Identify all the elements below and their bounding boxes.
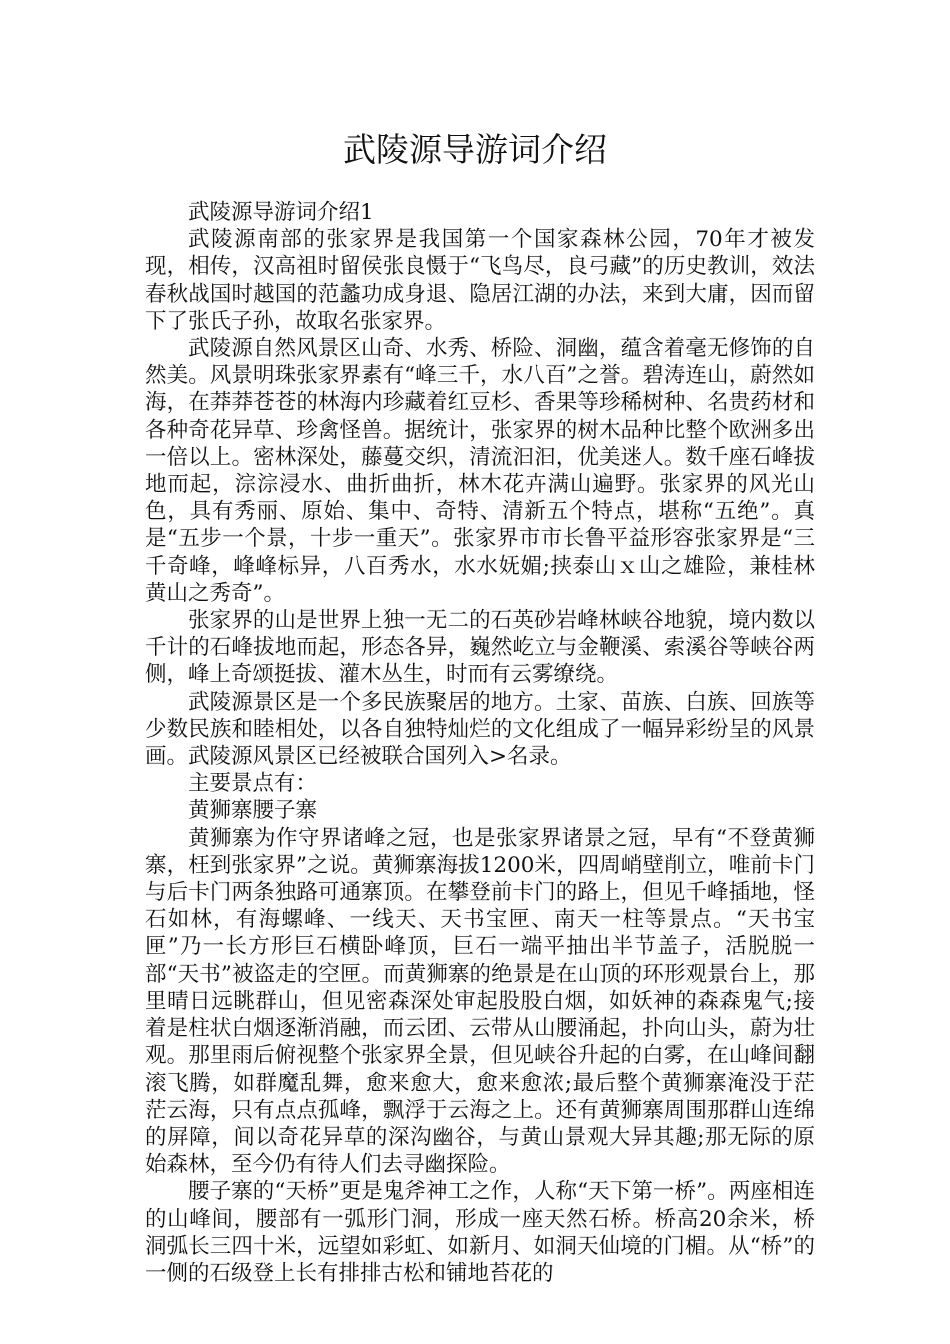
paragraph: 武陵源自然风景区山奇、水秀、桥险、洞幽，蕴含着毫无修饰的自然美。风景明珠张家界素有“峰三千，水八百”之誉。碧涛连山，蔚然如海，在莽莽苍苍的林海内珍藏着红豆杉、香果等珍稀树种、名贵药材和各种奇花异草、珍禽怪兽。据统计，张家界的树木品种比整个欧洲多出一倍以上。密林深处，藤蔓交织，清流汩汩，优美迷人。数千座石峰拔地而起，淙淙浸水、曲折曲折，林木花卉满山遍野。张家界的风光山色，具有秀丽、原始、集中、奇特、清新五个特点，堪称“五绝”。真是“五步一个景，十步一重天”。张家界市市长鲁平益形容张家界是“三千奇峰，峰峰标异，八百秀水，水水妩媚;挟泰山ｘ山之雄险，兼桂林黄山之秀奇”。: [145, 336, 815, 606]
paragraph: 张家界的山是世界上独一无二的石英砂岩峰林峡谷地貌，境内数以千计的石峰拔地而起，形态各异，巍然屹立与金鞭溪、索溪谷等峡谷两侧，峰上奇颂挺拔、灌木丛生，时而有云雾缭绕。: [145, 608, 815, 688]
document-body: [145, 199, 815, 1287]
document-title: 武陵源导游词介绍: [343, 130, 607, 169]
paragraph: 武陵源南部的张家界是我国第一个国家森林公园，70年才被发现，相传，汉高祖时留侯张良慑于“飞鸟尽，良弓藏”的历史教训，效法春秋战国时越国的范蠡功成身退、隐居江湖的办法，来到大庸，因而留下了张氏子孙，故取名张家界。: [145, 227, 815, 334]
list-intro: 主要景点有：: [188, 771, 318, 797]
subheading: 黄狮寨腰子寨: [188, 798, 318, 824]
section-heading: 武陵源导游词介绍1: [188, 200, 374, 225]
paragraph: 黄狮寨为作守界诸峰之冠，也是张家界诸景之冠，早有“不登黄狮寨，枉到张家界”之说。黄狮寨海拔1200米，四周峭壁削立，唯前卡门与后卡门两条独路可通寨顶。在攀登前卡门的路上，但见千峰插地，怪石如林，有海螺峰、一线天、天书宝匣、南天一柱等景点。“天书宝匣”乃一长方形巨石横卧峰顶，巨石一端平抽出半节盖子，活脱脱一部“天书”被盗走的空匣。而黄狮寨的绝景是在山顶的环形观景台上，那里晴日远眺群山，但见密森深处审起股股白烟，如妖神的森森鬼气;接着是柱状白烟逐渐消融，而云团、云带从山腰涌起，扑向山头，蔚为壮观。那里雨后俯视整个张家界全景，但见峡谷升起的白雾，在山峰间翻滚飞腾，如群魔乱舞，愈来愈大，愈来愈浓;最后整个黄狮寨淹没于茫茫云海，只有点点孤峰，飘浮于云海之上。还有黄狮寨周围那群山连绵的屏障，间以奇花异草的深沟幽谷，与黄山景观大异其趣;那无际的原始森林，至今仍有待人们去寻幽探险。: [145, 825, 815, 1178]
paragraph: 武陵源景区是一个多民族聚居的地方。土家、苗族、白族、回族等少数民族和睦相处，以各自独特灿烂的文化组成了一幅异彩纷呈的风景画。武陵源风景区已经被联合国列入>名录。: [145, 689, 815, 770]
paragraph: 腰子寨的“天桥”更是鬼斧神工之作，人称“天下第一桥”。两座相连的山峰间，腰部有一弧形门洞，形成一座天然石桥。桥高20余米，桥洞弧长三四十米，远望如彩虹、如新月、如洞天仙境的门楣。从“桥”的一侧的石级登上长有排排古松和铺地苔花的: [145, 1179, 815, 1286]
